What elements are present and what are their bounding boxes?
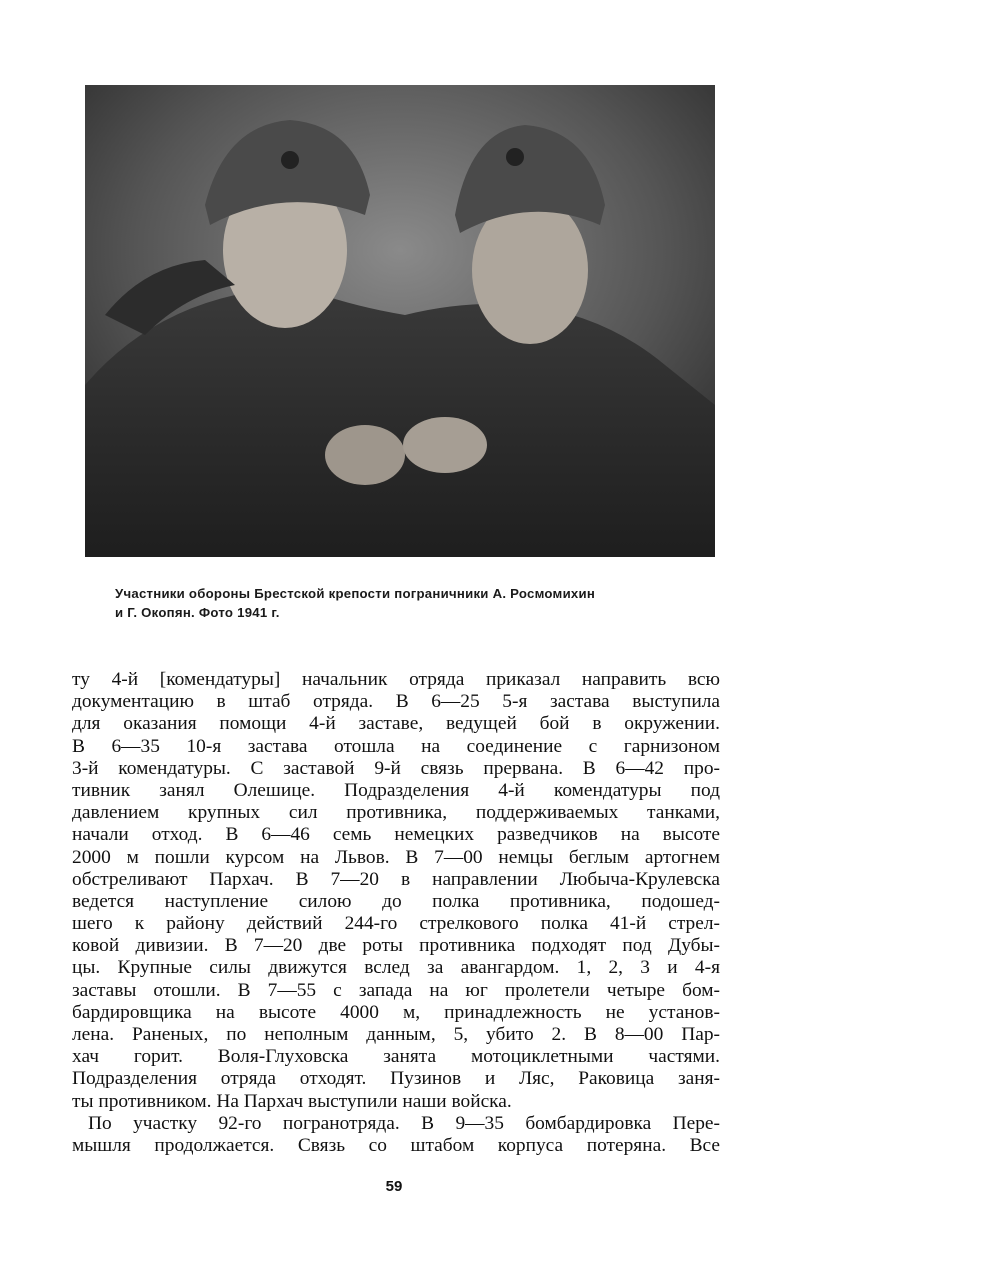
text-line: ковой дивизии. В 7—20 две роты противника подходят под Дубы- <box>72 935 720 957</box>
text-line: заставы отошли. В 7—55 с запада на юг пролетели четыре бом- <box>72 979 720 1001</box>
text-line: мышля продолжается. Связь со штабом корпуса потеряна. Все <box>72 1134 720 1156</box>
historical-photograph <box>85 85 715 557</box>
text-line: 2000 м пошли курсом на Львов. В 7—00 немцы беглым артогнем <box>72 846 720 868</box>
caption-line: и Г. Окопян. Фото 1941 г. <box>115 605 280 620</box>
text-line: начали отход. В 6—46 семь немецких разведчиков на высоте <box>72 824 720 846</box>
photo-caption <box>115 584 720 622</box>
page-number: 59 <box>385 1178 403 1195</box>
text-line: ты противником. На Пархач выступили наши войска. <box>72 1090 512 1112</box>
text-line: ведется наступление силою до полка противника, подошед- <box>72 890 720 912</box>
text-line: обстреливают Пархач. В 7—20 в направлении Любыча-Крулевска <box>72 868 720 890</box>
text-line: шего к району действий 244-го стрелкового полка 41-й стрел- <box>72 913 720 935</box>
text-line: тивник занял Олешице. Подразделения 4-й комендатуры под <box>72 779 720 801</box>
caption-line: Участники обороны Брестской крепости пограничники А. Росмомихин <box>115 586 596 601</box>
text-line: хач горит. Воля-Глуховска занята мотоциклетными частями. <box>72 1046 720 1068</box>
text-line: цы. Крупные силы движутся вслед за авангардом. 1, 2, 3 и 4-я <box>72 957 720 979</box>
text-line: бардировщика на высоте 4000 м, принадлежность не установ- <box>72 1001 720 1023</box>
text-line: для оказания помощи 4-й заставе, ведущей бой в окружении. <box>72 713 720 735</box>
text-line: 3-й комендатуры. С заставой 9-й связь прервана. В 6—42 про- <box>72 757 720 779</box>
text-line: ту 4-й [комендатуры] начальник отряда приказал направить всю <box>72 669 720 690</box>
text-line: лена. Раненых, по неполным данным, 5, убито 2. В 8—00 Пар- <box>72 1024 720 1045</box>
portrait-photo-icon <box>85 85 715 557</box>
text-line: документацию в штаб отряда. В 6—25 5-я застава выступила <box>72 691 720 713</box>
text-line: давлением крупных сил противника, поддерживаемых танками, <box>72 802 720 824</box>
body-text <box>72 669 720 1157</box>
text-line: В 6—35 10-я застава отошла на соединение с гарнизоном <box>72 735 720 757</box>
text-line: Подразделения отряда отходят. Пузинов и Ляс, Раковица заня- <box>72 1068 720 1090</box>
text-line: По участку 92-го погранотряда. В 9—35 бомбардировка Пере- <box>88 1112 720 1134</box>
